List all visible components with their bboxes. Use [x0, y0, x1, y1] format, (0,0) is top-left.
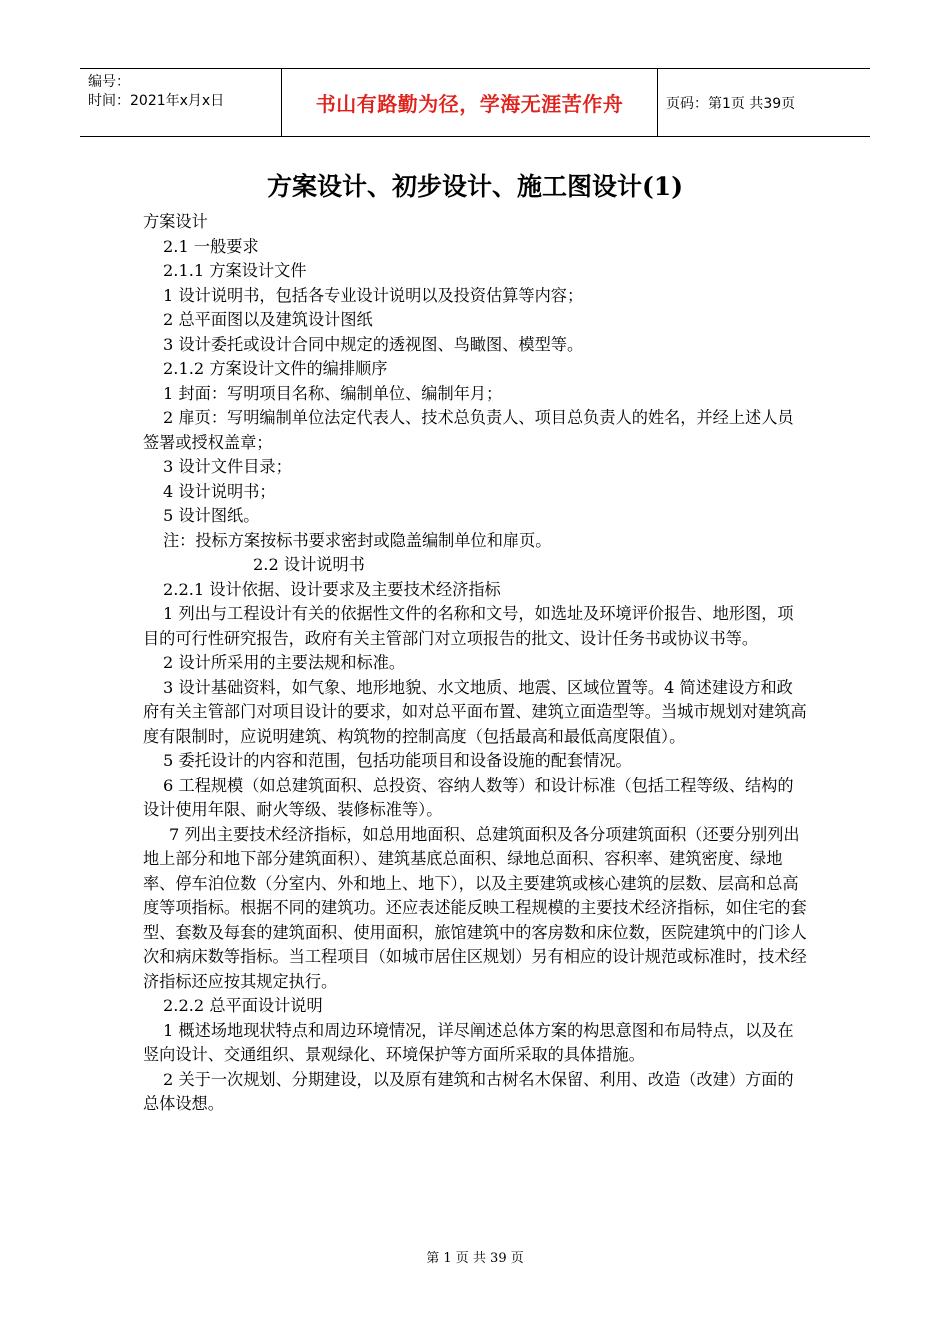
- body-paragraph: 1 列出与工程设计有关的依据性文件的名称和文号，如选址及环境评价报告、地形图，项目的可行性研究报告，政府有关主管部门对立项报告的批文、设计任务书或协议书等。: [143, 604, 794, 648]
- body-paragraph: 2 关于一次规划、分期建设，以及原有建筑和古树名木保留、利用、改造（改建）方面的总体设想。: [143, 1069, 794, 1113]
- body-paragraph: 2 扉页：写明编制单位法定代表人、技术总负责人、项目总负责人的姓名，并经上述人员签署或授权盖章；: [143, 408, 794, 452]
- body-paragraph: 注：投标方案按标书要求密封或隐盖编制单位和扉页。: [163, 530, 552, 550]
- header-page-info: 页码：第1页 共39页: [666, 95, 796, 112]
- document-number-label: 编号：: [88, 74, 130, 90]
- body-paragraph: 2.1.2 方案设计文件的编排顺序: [163, 359, 388, 378]
- body-paragraph: 2.2.2 总平面设计说明: [163, 996, 323, 1015]
- body-paragraph: 方案设计: [143, 212, 208, 231]
- document-body: [143, 210, 808, 1117]
- body-paragraph: 1 设计说明书，包括各专业设计说明以及投资估算等内容；: [163, 285, 584, 305]
- body-paragraph: 2.1 一般要求: [163, 236, 259, 256]
- document-date-label: 时间：2021年x月x日: [88, 93, 225, 109]
- header-motto-cell: [282, 69, 658, 136]
- body-paragraph: 5 委托设计的内容和范围，包括功能项目和设备设施的配套情况。: [163, 751, 632, 770]
- header-page-cell: [658, 69, 870, 136]
- body-paragraph: 2 设计所采用的主要法规和标准。: [163, 653, 406, 672]
- header-table: [80, 68, 870, 137]
- body-paragraph: 2.2 设计说明书: [253, 555, 365, 574]
- header-meta-cell: [80, 69, 282, 136]
- document-title: 方案设计、初步设计、施工图设计(1): [266, 172, 684, 201]
- body-paragraph: 1 概述场地现状特点和周边环境情况，详尽阐述总体方案的构思意图和布局特点，以及在竖向设计、交通组织、景观绿化、环境保护等方面所采取的具体措施。: [143, 1020, 794, 1064]
- body-paragraph: 2 总平面图以及建筑设计图纸: [163, 310, 373, 329]
- body-paragraph: 3 设计文件目录；: [163, 457, 292, 476]
- body-paragraph: 3 设计基础资料，如气象、地形地貌、水文地质、地震、区域位置等。4 简述建设方和政府有关主管部门对项目设计的要求，如对总平面布置、建筑立面造型等。当城市规划对建筑高度有限制时，应说明建筑、构筑物的控制高度（包括最高和最低高度限值）。: [143, 677, 807, 746]
- body-paragraph: 3 设计委托或设计合同中规定的透视图、鸟瞰图、模型等。: [163, 334, 584, 354]
- body-paragraph: 2.1.1 方案设计文件: [163, 261, 307, 280]
- body-paragraph: 7 列出主要技术经济指标，如总用地面积、总建筑面积及各分项建筑面积（还要分别列出地上部分和地下部分建筑面积）、建筑基底总面积、绿地总面积、容积率、建筑密度、绿地率、停车泊位数（分室内、外和地上、地下），以及主要建筑或核心建筑的层数、层高和总高度等项指标。根据不同的建筑功。还应表述能反映工程规模的主要技术经济指标，如住宅的套型、套数及每套的建筑面积、使用面积，旅馆建筑中的客房数和床位数，医院建筑中的门诊人次和病床数等指标。当工程项目（如城市居住区规划）另有相应的设计规范或标准时，技术经济指标还应按其规定执行。: [143, 824, 807, 991]
- body-paragraph: 6 工程规模（如总建筑面积、总投资、容纳人数等）和设计标准（包括工程等级、结构的设计使用年限、耐火等级、装修标准等）。: [143, 775, 794, 819]
- page-footer: 第 1 页 共 39 页: [426, 1251, 524, 1266]
- body-paragraph: 2.2.1 设计依据、设计要求及主要技术经济指标: [163, 579, 501, 599]
- header-motto: 书山有路勤为径，学海无涯苦作舟: [315, 92, 624, 116]
- body-paragraph: 5 设计图纸。: [163, 506, 260, 525]
- body-paragraph: 1 封面：写明项目名称、编制单位、编制年月；: [163, 383, 503, 403]
- body-paragraph: 4 设计说明书；: [163, 481, 276, 501]
